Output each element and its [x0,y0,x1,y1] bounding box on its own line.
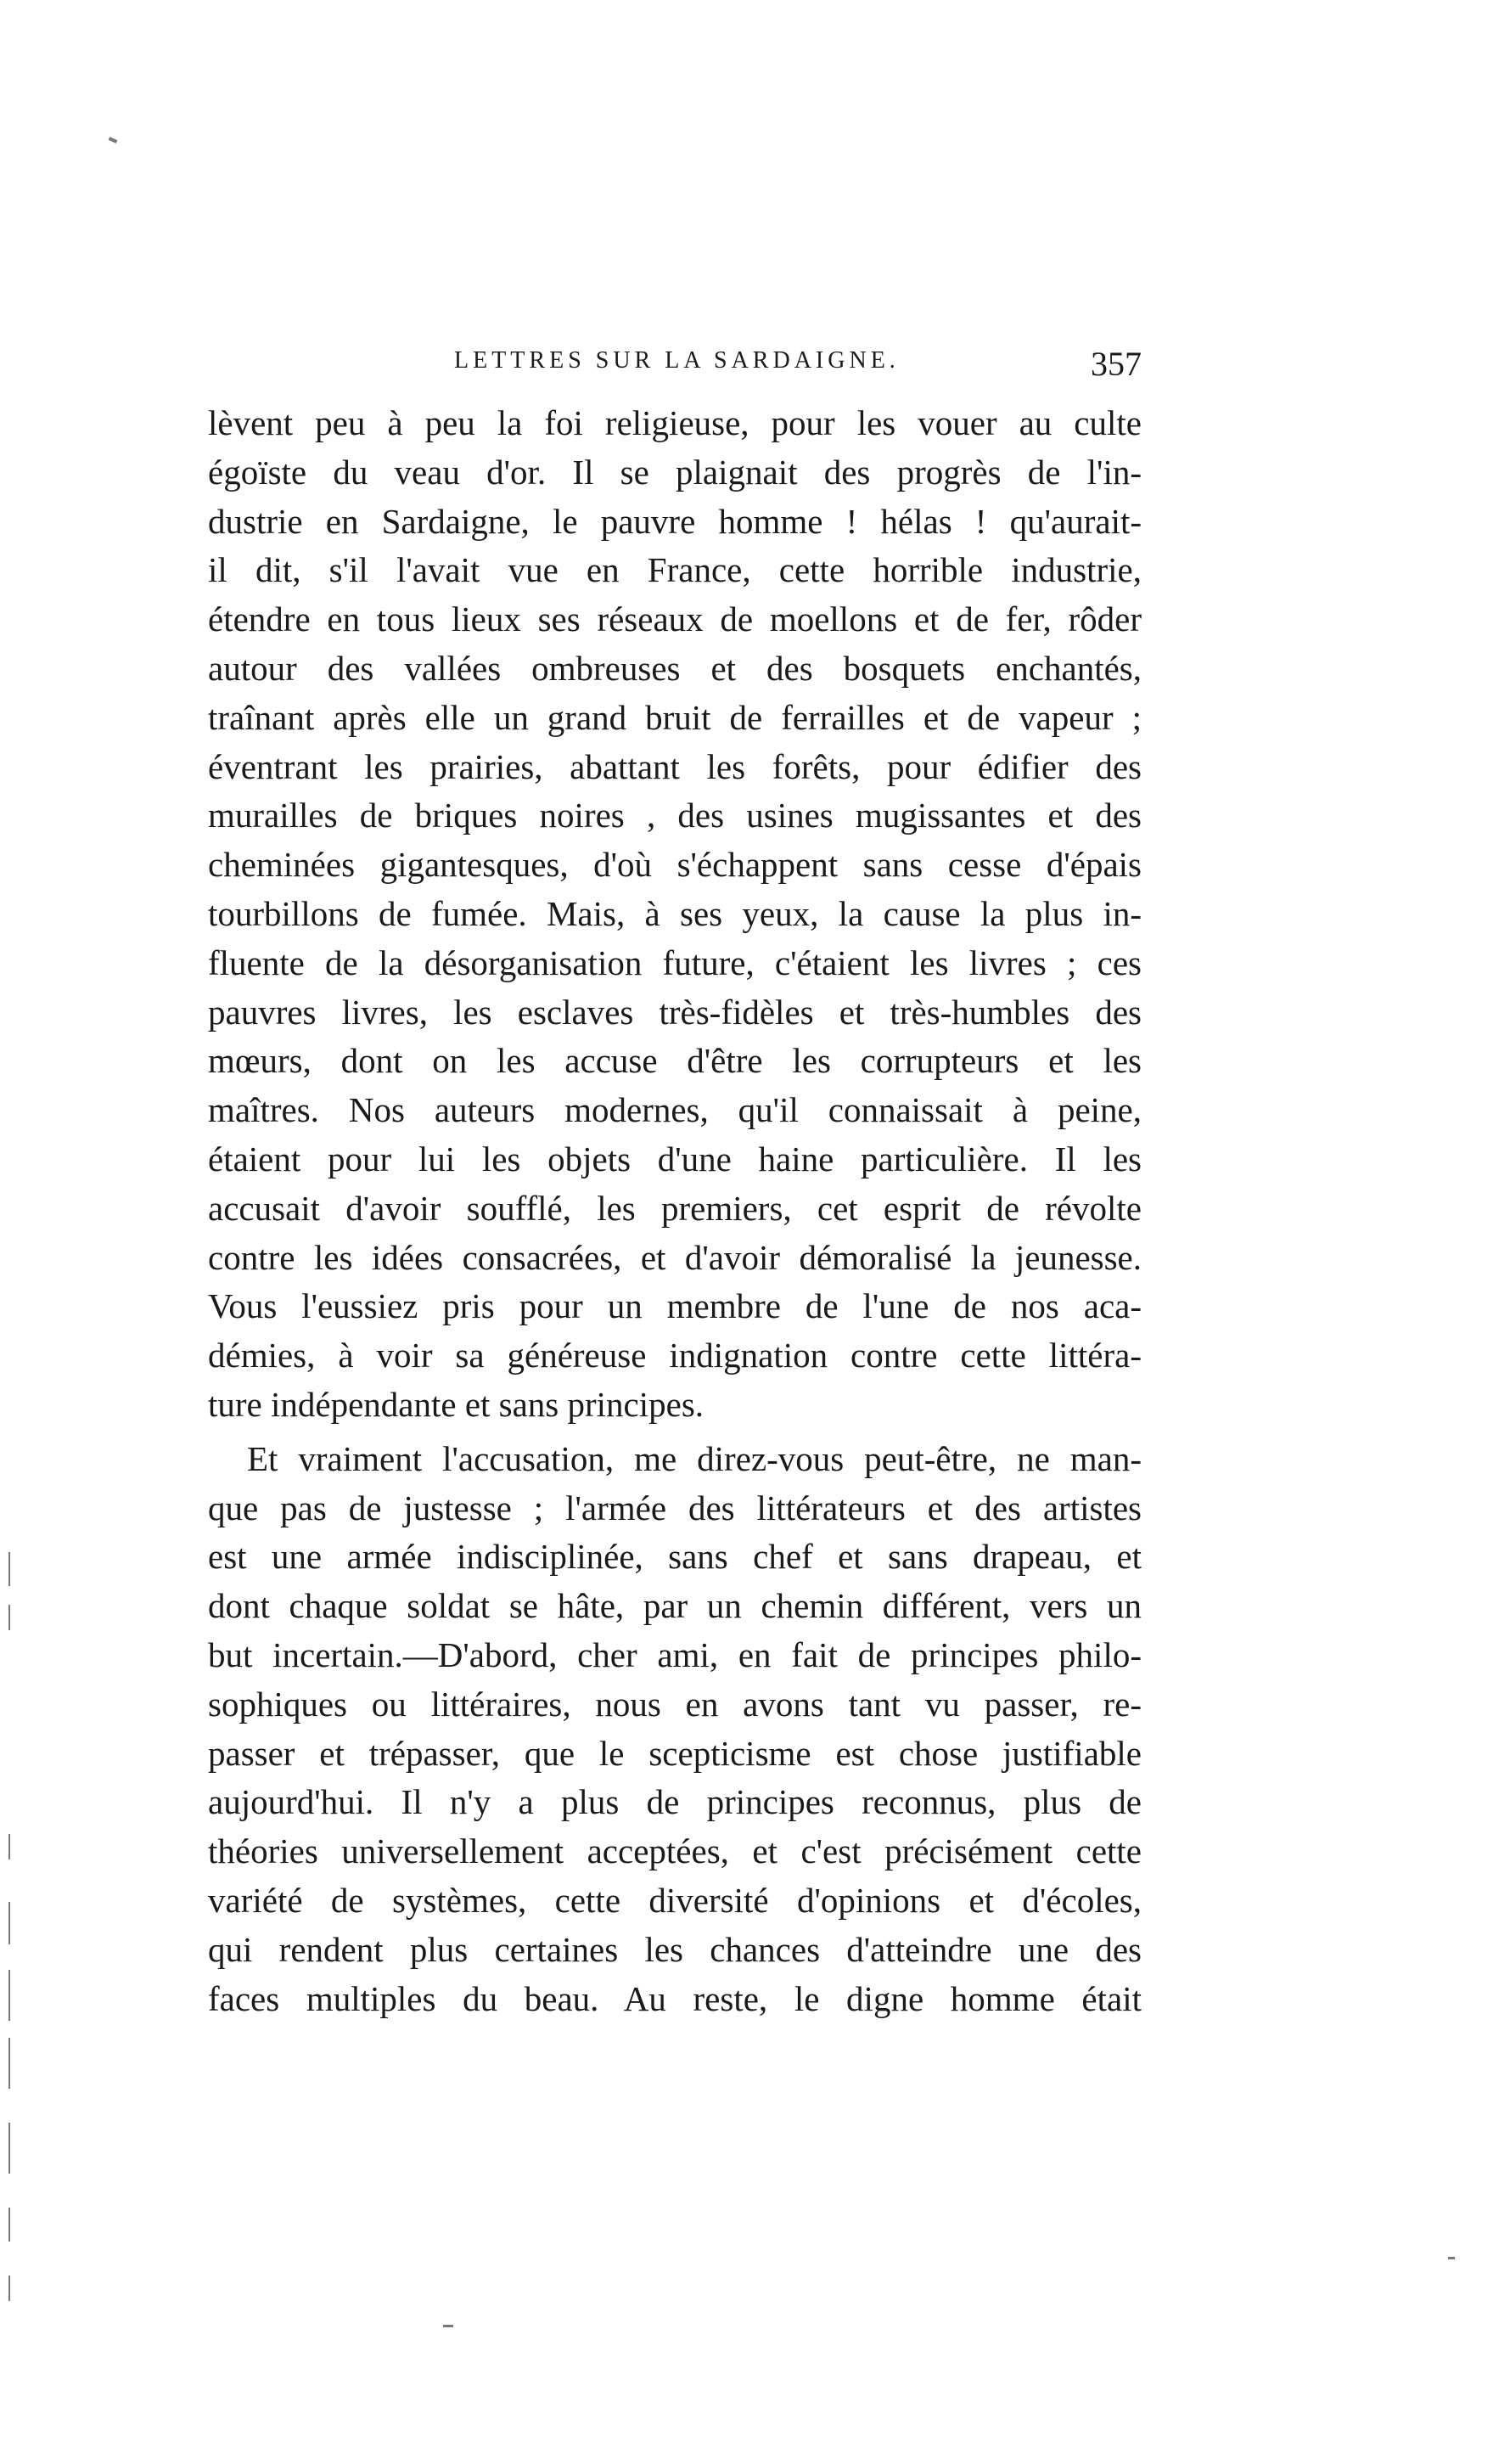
text-line: Vous l'eussiez pris pour un membre de l'une de nos aca- [208,1286,1142,1326]
text-line: aujourd'hui. Il n'y a plus de principes reconnus, plus de [208,1782,1142,1822]
paragraph [208,1435,1142,2024]
text-line: cheminées gigantesques, d'où s'échappent sans cesse d'épais [208,845,1142,885]
scan-edge-mark [8,1605,10,1630]
text-line: est une armée indisciplinée, sans chef et sans drapeau, et [208,1537,1142,1577]
text-line: maîtres. Nos auteurs modernes, qu'il connaissait à peine, [208,1090,1142,1130]
scan-edge-mark [8,2123,10,2174]
text-line: étendre en tous lieux ses réseaux de moellons et de fer, rôder [208,599,1142,639]
scan-edge-mark [8,2038,10,2089]
text-line: pauvres livres, les esclaves très-fidèles et très-humbles des [208,992,1142,1032]
text-line: passer et trépasser, que le scepticisme est chose justifiable [208,1733,1142,1773]
text-line: tourbillons de fumée. Mais, à ses yeux, la cause la plus in- [208,893,1142,933]
text-line: ture indépendante et sans principes. [208,1384,704,1424]
text-line: traînant après elle un grand bruit de ferrailles et de vapeur ; [208,697,1142,737]
text-line: faces multiples du beau. Au reste, le digne homme était [208,1978,1142,2018]
text-line: lèvent peu à peu la foi religieuse, pour les vouer au culte [208,403,1142,442]
text-line: autour des vallées ombreuses et des bosquets enchantés, [208,648,1142,688]
body-text [208,399,1142,2023]
text-line: qui rendent plus certaines les chances d'atteindre une des [208,1929,1142,1969]
scan-speck [109,137,118,143]
scan-edge-mark [8,2208,10,2242]
page-number: 357 [1091,345,1142,383]
text-line: variété de systèmes, cette diversité d'opinions et d'écoles, [208,1880,1142,1920]
text-line: dustrie en Sardaigne, le pauvre homme ! hélas ! qu'aurait- [208,501,1142,541]
text-line: que pas de justesse ; l'armée des littérateurs et des artistes [208,1488,1142,1527]
scan-edge-mark [8,1834,10,1859]
text-line: accusait d'avoir soufflé, les premiers, cet esprit de révolte [208,1188,1142,1228]
text-line: Et vraiment l'accusation, me direz-vous peut-être, ne man- [247,1438,1142,1478]
scan-edge-mark [8,1902,10,1944]
text-line: murailles de briques noires , des usines mugissantes et des [208,796,1142,835]
text-line: il dit, s'il l'avait vue en France, cette horrible industrie, [208,550,1142,590]
scan-edge-mark [8,2276,10,2301]
page-header [208,344,1142,386]
scan-edge-mark [8,1970,10,2021]
scan-speck [1448,2257,1455,2259]
text-line: théories universellement acceptées, et c'est précisément cette [208,1831,1142,1871]
text-line: démies, à voir sa généreuse indignation contre cette littéra- [208,1336,1142,1375]
scan-speck [443,2325,453,2327]
text-line: sophiques ou littéraires, nous en avons tant vu passer, re- [208,1684,1142,1724]
text-line: éventrant les prairies, abattant les forêts, pour édifier des [208,746,1142,786]
text-line: dont chaque soldat se hâte, par un chemin différent, vers un [208,1586,1142,1626]
scan-edge-mark [8,1552,10,1586]
text-line: mœurs, dont on les accuse d'être les corrupteurs et les [208,1041,1142,1081]
running-title: LETTRES SUR LA SARDAIGNE. [454,347,900,374]
paragraph [208,399,1142,1430]
text-line: but incertain.—D'abord, cher ami, en fait de principes philo- [208,1634,1142,1674]
text-line: contre les idées consacrées, et d'avoir démoralisé la jeunesse. [208,1237,1142,1277]
text-line: étaient pour lui les objets d'une haine particulière. Il les [208,1139,1142,1179]
text-line: égoïste du veau d'or. Il se plaignait des progrès de l'in- [208,452,1142,492]
text-line: fluente de la désorganisation future, c'étaient les livres ; ces [208,942,1142,982]
